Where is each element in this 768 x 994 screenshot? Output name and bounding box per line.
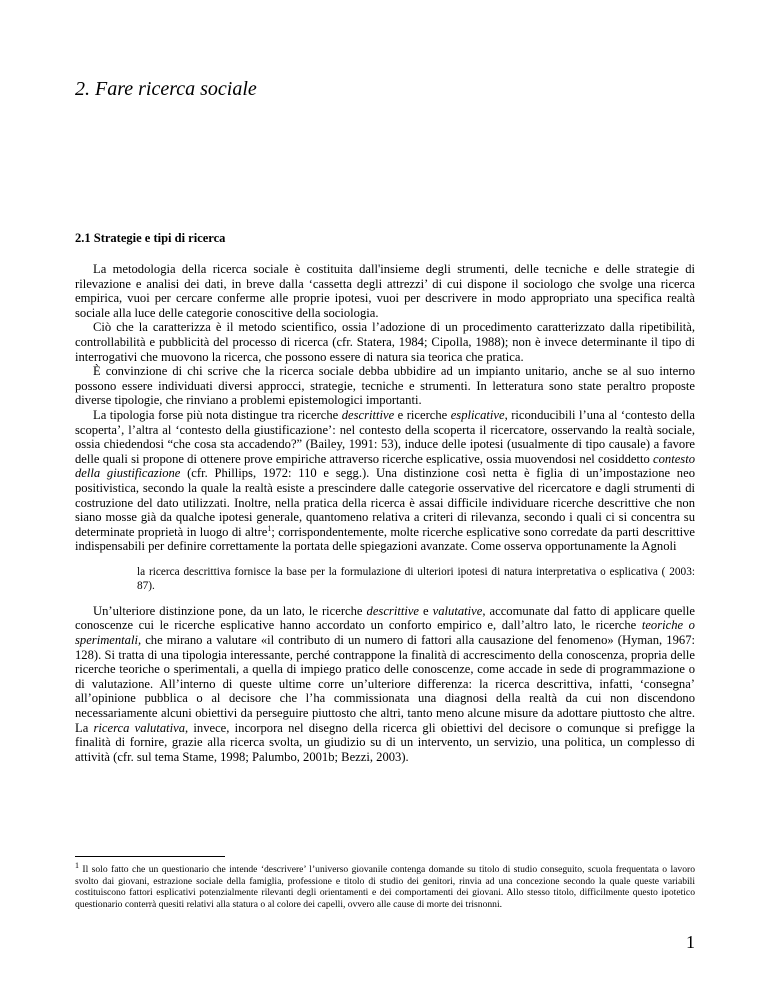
- section-heading: 2.1 Strategie e tipi di ricerca: [75, 231, 226, 245]
- paragraph-5: [75, 604, 695, 765]
- text-run: Un’ulteriore distinzione pone, da un lato, le ricerche: [93, 603, 367, 618]
- text-run: , riconducibili l’una al ‘contesto della scoperta’, l’altra al ‘contesto della giustificazione’: nel contesto della scoperta il ricercatore, osservando la realtà sociale, ossia chiedendosi “che cosa sta accadendo?” (Bailey, 1991: 53), induce delle ipotesi (usualmente di tipo causale) a favore delle quali si propone di ottenere prove empiriche attraverso ricerche esplicative, ossia muovendosi nel cosiddetto: [75, 407, 695, 466]
- text-run: (cfr. Phillips, 1972: 110 e segg.). Una distinzione così netta è figlia di un’impostazione neo positivistica, secondo la quale la realtà esiste a prescindere dalle categorie osservative del ricercatore e dagli strumenti di costruzione del dato utilizzati. Inoltre, nella pratica della ricerca è assai difficile individuare ricerche descrittive che non siano mosse già da qualche ipotesi generale, quantomeno relativa a criteri di rilevanza, secondo i quali ci si concentra su determinate proprietà in luogo di altre: [75, 466, 695, 539]
- page-number: 1: [686, 932, 695, 952]
- footnote-divider: [75, 856, 225, 857]
- footnote-text: Il solo fatto che un questionario che intende ‘descrivere’ l’universo giovanile contenga domande su titolo di studio conseguito, scuola frequentata o lavoro svolto dai giovani, estrazione sociale della famiglia, professione e titolo di studio dei genitori, rinvia ad una concezione secondo la quale queste variabili costituiscono fattori esplicativi potenzialmente rilevanti degli orientamenti e dei comportamenti dei giovani. Allo stesso titolo, difficilmente questo ipotetico questionario conterrà quesiti relativi alla statura o al colore dei capelli, ovvero alle cause di morte dei trisnonni.: [75, 864, 695, 910]
- italic-term: teoriche o sperimentali,: [75, 618, 695, 648]
- italic-term: esplicative: [450, 407, 505, 422]
- footnote-reference[interactable]: 1: [267, 523, 272, 533]
- italic-term: descrittive: [341, 407, 395, 422]
- text-run: e ricerche: [394, 407, 451, 422]
- paragraph-2: Ciò che la caratterizza è il metodo scientifico, ossia l’adozione di un procedimento caratterizzato dalla ripetibilità, controllabilità e pubblicità del processo di ricerca (cfr. Statera, 1984; Cipolla, 1988); non è invece determinante il tipo di interrogativi che muovono la ricerca, che possono essere di natura sia teorica che pratica.: [75, 320, 695, 364]
- italic-term: ricerca valutativa: [93, 720, 186, 735]
- block-quote: la ricerca descrittiva fornisce la base per la formulazione di ulteriori ipotesi di natura interpretativa o esplicativa ( 2003: 87).: [137, 565, 695, 592]
- paragraph-4: [75, 408, 695, 554]
- italic-term: contesto della giustificazione: [75, 451, 695, 481]
- chapter-title: 2. Fare ricerca sociale: [75, 78, 257, 100]
- text-run: , accomunate dal fatto di applicare quelle conoscenze cui le ricerche esplicative hanno accordato un conforto empirico e, dall’altro lato, le ricerche: [75, 603, 695, 633]
- footnote-marker: 1: [75, 860, 79, 870]
- text-run: che mirano a valutare «il contributo di un numero di fattori alla causazione del fenomeno» (Hyman, 1967: 128). Si tratta di una tipologia interessante, perché contrappone la finalità di accrescimento della conoscenza, propria delle ricerche teoriche o sperimentali, a quella di impiego pratico delle conoscenze, come accade in sede di programmazione o di valutazione. All’interno di queste ultime corre un’ulteriore differenza: la ricerca descrittiva, infatti, ‘consegna’ all’opinione pubblica o al decisore che l’ha commissionata una diagnosi della realtà da cui non discendono necessariamente alcuni obiettivi da perseguire piuttosto che altri, tanto meno alcune misure da adottare piuttosto che altre. La: [75, 633, 695, 735]
- italic-term: valutative: [432, 603, 483, 618]
- paragraph-3: È convinzione di chi scrive che la ricerca sociale debba ubbidire ad un impianto unitario, anche se al suo interno possono essere individuati diversi approcci, strategie, tecniche e strumenti. In letteratura sono state peraltro proposte diverse tipologie, che rinviano a problemi epistemologici importanti.: [75, 364, 695, 408]
- italic-term: descrittive: [366, 603, 420, 618]
- footnote: [75, 860, 695, 910]
- text-run: ; corrispondentemente, molte ricerche esplicative sono corredate da parti descrittive indispensabili per definire correttamente la portata delle spiegazioni avanzate. Come osserva opportunamente la Agnoli: [75, 524, 695, 554]
- text-run: e: [419, 603, 433, 618]
- body-text: [75, 262, 695, 764]
- text-run: , invece, incorpora nel disegno della ricerca gli obiettivi del decisore o comunque si prefigge la finalità di fornire, grazie alla ricerca svolta, un giudizio su di un intervento, un servizio, una politica, un complesso di attività (cfr. sul tema Stame, 1998; Palumbo, 2001b; Bezzi, 2003).: [75, 720, 695, 764]
- text-run: La tipologia forse più nota distingue tra ricerche: [93, 407, 342, 422]
- paragraph-1: La metodologia della ricerca sociale è costituita dall'insieme degli strumenti, delle tecniche e delle strategie di rilevazione e analisi dei dati, in breve dalla ‘cassetta degli attrezzi’ di cui dispone il sociologo che svolge una ricerca empirica, vuoi per cercare conferme alle proprie ipotesi, vuoi per descrivere in modo appropriato una specifica realtà sociale alla luce delle categorie conoscitive della sociologia.: [75, 262, 695, 320]
